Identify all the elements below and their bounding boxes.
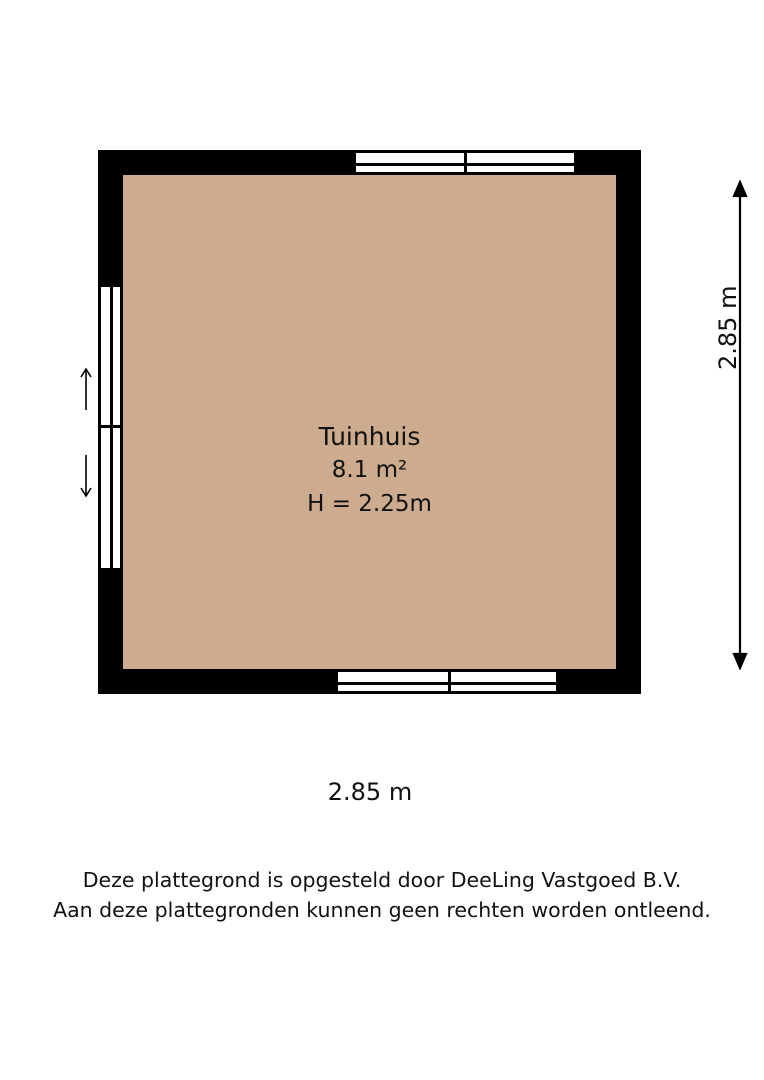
- window-bottom: [338, 669, 556, 694]
- dimension-label-horizontal: 2.85 m: [110, 778, 630, 806]
- footer-disclaimer: [0, 866, 764, 925]
- room-label: [98, 420, 641, 520]
- footer-line-2: Aan deze plattegronden kunnen geen rechten worden ontleend.: [53, 897, 711, 922]
- dimension-line-vertical: [700, 180, 764, 670]
- window-mullion: [338, 682, 556, 685]
- dimension-label-vertical: 2.85 m: [714, 285, 742, 370]
- sliding-direction-arrows-icon: [75, 360, 97, 505]
- window-top: [356, 150, 574, 175]
- room-area: 8.1 m²: [331, 457, 408, 483]
- footer-line-1: Deze plattegrond is opgesteld door DeeLing Vastgoed B.V.: [82, 868, 682, 892]
- room-name: Tuinhuis: [318, 422, 421, 451]
- room-height: H = 2.25m: [307, 491, 432, 518]
- window-pane-divider: [448, 672, 451, 691]
- window-pane-divider: [464, 153, 467, 172]
